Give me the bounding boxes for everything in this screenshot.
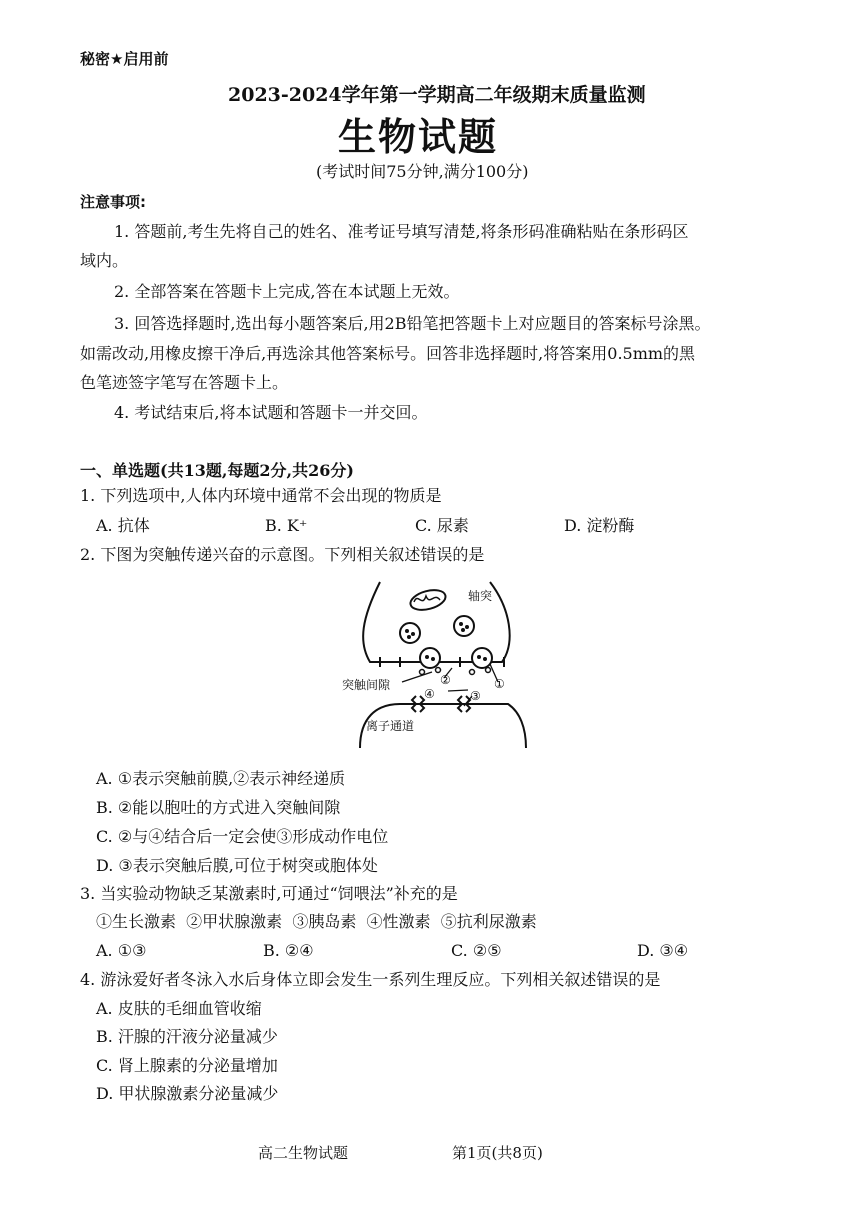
exam-info: (考试时间75分钟,满分100分)	[316, 162, 529, 181]
q3-option-c: C. ②⑤	[451, 941, 502, 960]
q2-stem: 2. 下图为突触传递兴奋的示意图。下列相关叙述错误的是	[80, 545, 485, 564]
marker-1: ①	[494, 677, 505, 691]
note-1-line-1: 1. 答题前,考生先将自己的姓名、准考证号填写清楚,将条形码准确粘贴在条形码区	[114, 222, 689, 241]
subject-title: 生物试题	[338, 114, 499, 159]
q3-option-b: B. ②④	[263, 941, 314, 960]
q1-option-c: C. 尿素	[415, 516, 469, 535]
label-ion-channel: 离子通道	[366, 719, 415, 733]
q2-option-b: B. ②能以胞吐的方式进入突触间隙	[96, 798, 341, 817]
q4-option-a: A. 皮肤的毛细血管收缩	[96, 999, 262, 1018]
q4-option-c: C. 肾上腺素的分泌量增加	[96, 1056, 278, 1075]
q4-option-b: B. 汗腺的汗液分泌量减少	[96, 1027, 278, 1046]
q1-option-d: D. 淀粉酶	[564, 516, 635, 535]
q1-option-b: B. K⁺	[265, 516, 308, 535]
label-axon: 轴突	[468, 589, 493, 603]
marker-3: ③	[470, 689, 481, 703]
exam-title: 2023-2024学年第一学期高二年级期末质量监测	[228, 84, 646, 106]
synaptic-vesicle	[400, 616, 492, 668]
notes-title: 注意事项:	[80, 193, 146, 211]
q2-option-d: D. ③表示突触后膜,可位于树突或胞体处	[96, 856, 378, 875]
marker-4: ④	[424, 687, 435, 701]
marker-2: ②	[440, 673, 451, 687]
q1-stem: 1. 下列选项中,人体内环境中通常不会出现的物质是	[80, 486, 442, 505]
q3-option-d: D. ③④	[637, 941, 689, 960]
synapse-diagram	[340, 578, 530, 750]
q4-option-d: D. 甲状腺激素分泌量减少	[96, 1084, 279, 1103]
confidential-label: 秘密★启用前	[80, 50, 169, 68]
q4-stem: 4. 游泳爱好者冬泳入水后身体立即会发生一系列生理反应。下列相关叙述错误的是	[80, 970, 661, 989]
note-3-line-2: 如需改动,用橡皮擦干净后,再选涂其他答案标号。回答非选择题时,将答案用0.5mm的黑	[80, 344, 696, 363]
note-3-line-1: 3. 回答选择题时,选出每小题答案后,用2B铅笔把答题卡上对应题目的答案标号涂黑。	[114, 314, 711, 333]
note-4: 4. 考试结束后,将本试题和答题卡一并交回。	[114, 403, 428, 422]
footer-subject: 高二生物试题	[258, 1144, 349, 1162]
q1-option-a: A. 抗体	[96, 516, 150, 535]
footer-page-number: 第1页(共8页)	[452, 1144, 543, 1162]
q3-stem: 3. 当实验动物缺乏某激素时,可通过“饲喂法”补充的是	[80, 884, 458, 903]
q2-option-a: A. ①表示突触前膜,②表示神经递质	[96, 769, 346, 788]
mitochondrion	[408, 587, 447, 614]
note-2: 2. 全部答案在答题卡上完成,答在本试题上无效。	[114, 282, 460, 301]
note-1-line-2: 域内。	[80, 251, 129, 270]
label-synaptic-cleft: 突触间隙	[342, 678, 391, 692]
q2-option-c: C. ②与④结合后一定会使③形成动作电位	[96, 827, 389, 846]
section-title: 一、单选题(共13题,每题2分,共26分)	[80, 461, 354, 480]
q3-option-a: A. ①③	[96, 941, 147, 960]
q3-items: ①生长激素 ②甲状腺激素 ③胰岛素 ④性激素 ⑤抗利尿激素	[96, 912, 537, 931]
note-3-line-3: 色笔迹签字笔写在答题卡上。	[80, 373, 289, 392]
